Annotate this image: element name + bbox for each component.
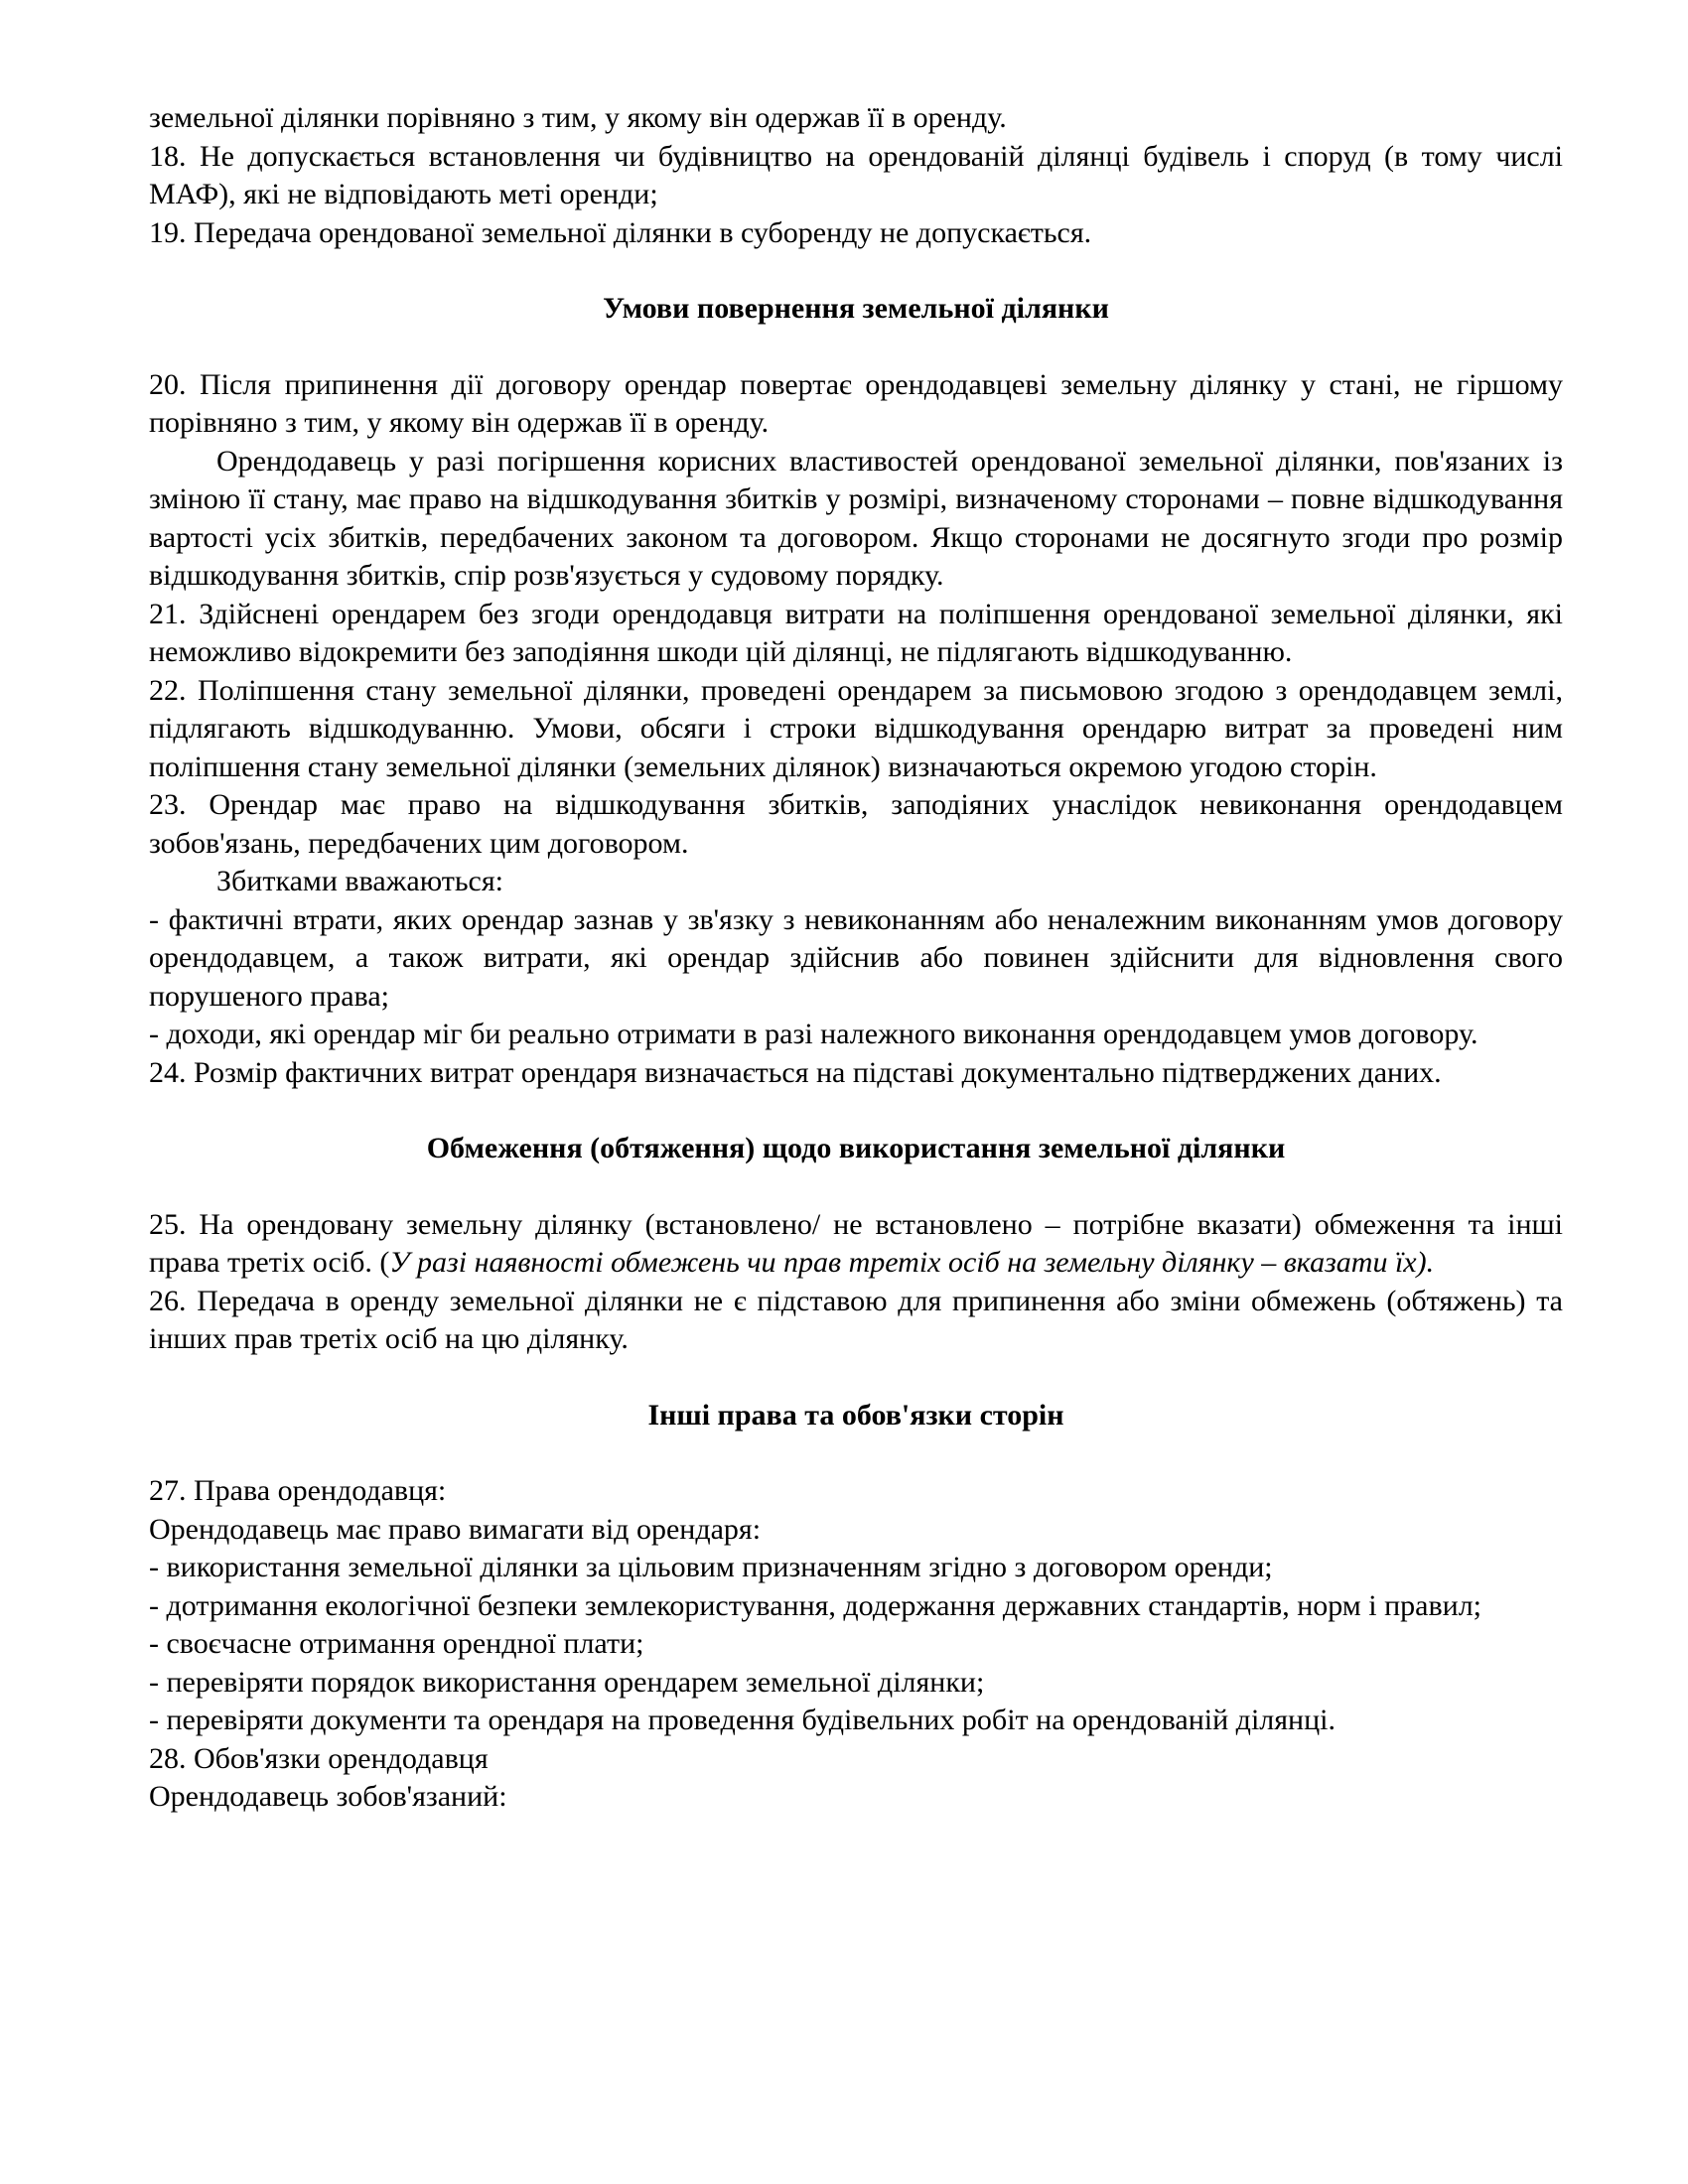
clause-23-item-actual-losses: - фактичні втрати, яких орендар зазнав у зв'язку з невиконанням або неналежним виконанням умов договору орендодавцем, а також витрати, які орендар здійснив або повинен здійснити для відновлення свого порушеного права; [149,902,1563,1013]
clause-27-item-2: - дотримання екологічної безпеки землекористування, додержання державних стандартів, норм і правил; [149,1588,1482,1622]
section-heading-restrictions: Обмеження (обтяження) щодо використання земельної ділянки [426,1132,1286,1164]
clause-27-item-5: - перевіряти документи та орендаря на проведення будівельних робіт на орендованій ділянці. [149,1704,1336,1736]
clause-20-paragraph-2: Орендодавець у разі погіршення корисних властивостей орендованої земельної ділянки, пов'язаних із зміною її стану, має право на відшкодування збитків у розмірі, визначеному сторонами – повне відшкодування вартості усіх збитків, передбачених законом та договором. Якщо сторонами не досягнуто згоди про розмір відшкодування збитків, спір розв'язується у судовому порядку. [149,444,1563,592]
clause-25-text: 25. На орендовану земельну ділянку (встановлено/ не встановлено – потрібне вказати) обмеження та інші права третіх осіб. ( [149,1207,1563,1279]
clause-26: 26. Передача в оренду земельної ділянки не є підставою для припинення або зміни обмежень (обтяжень) та інших прав третіх осіб на цю ділянку. [149,1284,1563,1355]
clause-23-losses-intro: Збитками вважаються: [216,865,503,897]
clause-25-italic-note: У разі наявності обмежень чи прав третіх осіб на земельну ділянку – вказати їх). [389,1246,1435,1279]
clause-22: 22. Поліпшення стану земельної ділянки, проведені орендарем за письмовою згодою з орендодавцем землі, підлягають відшкодуванню. Умови, обсяги і строки відшкодування орендарю витрат за проведені ним поліпшення стану земельної ділянки (земельних ділянок) визначаються окремою угодою сторін. [149,673,1563,783]
clause-24: 24. Розмір фактичних витрат орендаря визначається на підставі документально підтверджених даних. [149,1055,1442,1089]
clause-25 [149,1206,1563,1283]
paragraph-continuation: земельної ділянки порівняно з тим, у якому він одержав її в оренду. [149,101,1007,134]
clause-28: 28. Обов'язки орендодавця [149,1741,489,1775]
document-page [149,99,1563,1817]
clause-27-item-3: - своєчасне отримання орендної плати; [149,1627,644,1660]
clause-27: 27. Права орендодавця: [149,1474,447,1507]
section-heading-other-rights: Інші права та обов'язки сторін [647,1398,1064,1432]
clause-27-item-4: - перевіряти порядок використання орендарем земельної ділянки; [149,1665,985,1699]
clause-27-intro: Орендодавець має право вимагати від орендаря: [149,1512,762,1546]
clause-19: 19. Передача орендованої земельної ділянки в суборенду не допускається. [149,215,1092,249]
clause-21: 21. Здійснені орендарем без згоди орендодавця витрати на поліпшення орендованої земельної ділянки, які неможливо відокремити без заподіяння шкоди цій ділянці, не підлягають відшкодуванню. [149,597,1563,668]
clause-27-item-1: - використання земельної ділянки за цільовим призначенням згідно з договором оренди; [149,1551,1273,1583]
clause-23-item-lost-income: - доходи, які орендар міг би реально отримати в разі належного виконання орендодавцем умов договору. [149,1018,1478,1050]
clause-23: 23. Орендар має право на відшкодування збитків, заподіяних унаслідок невиконання орендодавцем зобов'язань, передбачених цим договором. [149,788,1563,860]
section-heading-return: Умови повернення земельної ділянки [603,292,1109,325]
clause-18: 18. Не допускається встановлення чи будівництво на орендованій ділянці будівель і споруд (в тому числі МАФ), які не відповідають меті оренди; [149,139,1563,210]
clause-20: 20. Після припинення дії договору орендар повертає орендодавцеві земельну ділянку у стані, не гіршому порівняно з тим, у якому він одержав її в оренду. [149,367,1563,439]
clause-28-intro: Орендодавець зобов'язаний: [149,1780,507,1813]
